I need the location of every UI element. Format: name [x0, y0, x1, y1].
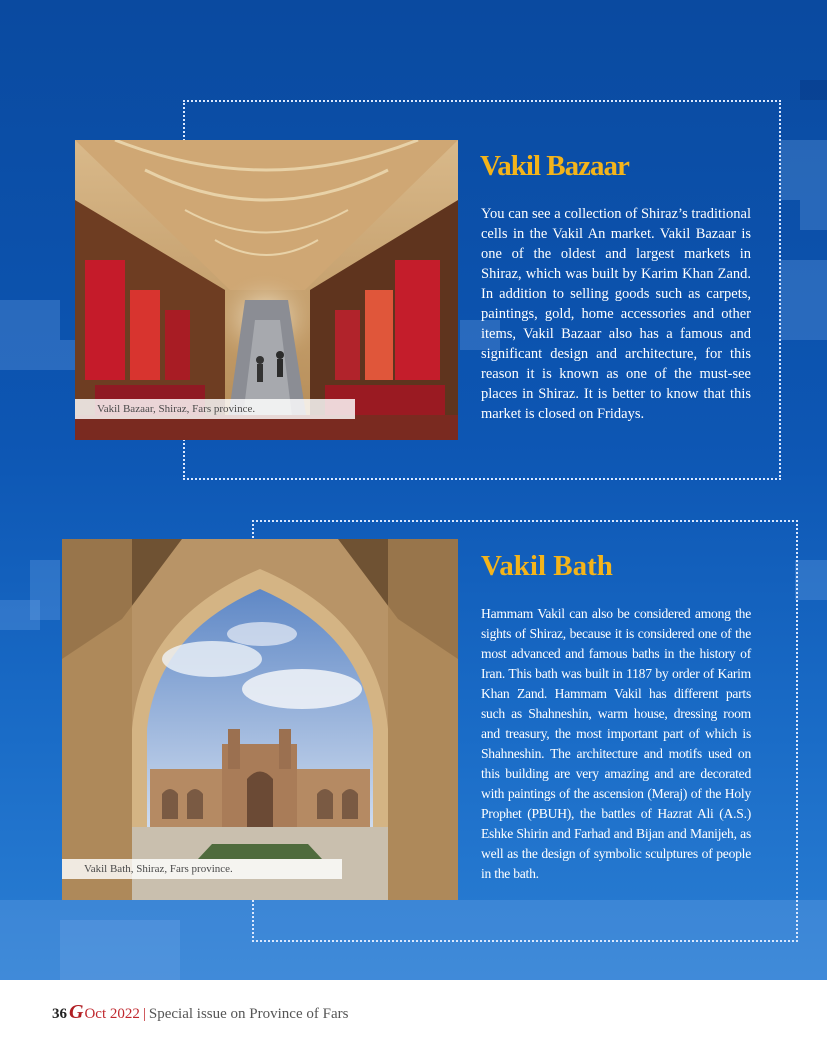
pixel-decoration [780, 260, 827, 340]
section-title-vakil-bazaar: Vakil Bazaar [480, 150, 629, 182]
pixel-decoration [800, 80, 827, 100]
issue-date: Oct 2022 [84, 1006, 140, 1022]
bath-image [62, 539, 458, 900]
bazaar-image [75, 140, 458, 440]
section-body-vakil-bath: Hammam Vakil can also be considered among the sights of Shiraz, because it is considered one of the most advanced and famous baths in the history of Iran. This bath was built in 1187 by order of Karim Khan Zand. Hammam Vakil has different parts such as Shahneshin, warm house, dressing room and treasury, the most important part of which is Shahneshin. The architecture and motifs used on this building are very amazing and are decorated with paintings of the ascension (Meraj) of the Holy Prophet (PBUH), the battles of Hazrat Ali (A.S.) Eshke Shirin and Farhad and Bijan and Manijeh, as well as the design of symbolic sculptures of people in the bath. [481, 606, 751, 881]
page-number: 36 [52, 1006, 67, 1022]
photo-caption: Vakil Bazaar, Shiraz, Fars province. [75, 399, 355, 419]
section-title-vakil-bath: Vakil Bath [481, 550, 613, 582]
vakil-bazaar-photo [75, 140, 458, 440]
footer-separator: | [142, 1006, 146, 1022]
pixel-decoration [780, 140, 827, 200]
vakil-bath-photo [62, 539, 458, 900]
page-footer [52, 1001, 348, 1024]
pixel-decoration [60, 920, 180, 980]
magazine-logo-icon: G [69, 1001, 84, 1023]
pixel-decoration [795, 560, 827, 600]
pixel-decoration [0, 600, 40, 630]
section-body-vakil-bazaar: You can see a collection of Shiraz’s traditional cells in the Vakil An market. Vakil Bazaar is one of the oldest and largest markets in Shiraz, which was built by Karim Khan Zand. In addition to selling goods such as carpets, paintings, gold, home accessories and other items, Vakil Bazaar also has a famous and significant design and architecture, for this reason it is known as one of the must-see places in Shiraz. It is better to know that this market is closed on Fridays. [481, 206, 751, 422]
pixel-decoration [0, 300, 60, 340]
pixel-decoration [800, 200, 827, 230]
issue-title: Special issue on Province of Fars [148, 1006, 349, 1022]
photo-caption: Vakil Bath, Shiraz, Fars province. [62, 859, 342, 879]
